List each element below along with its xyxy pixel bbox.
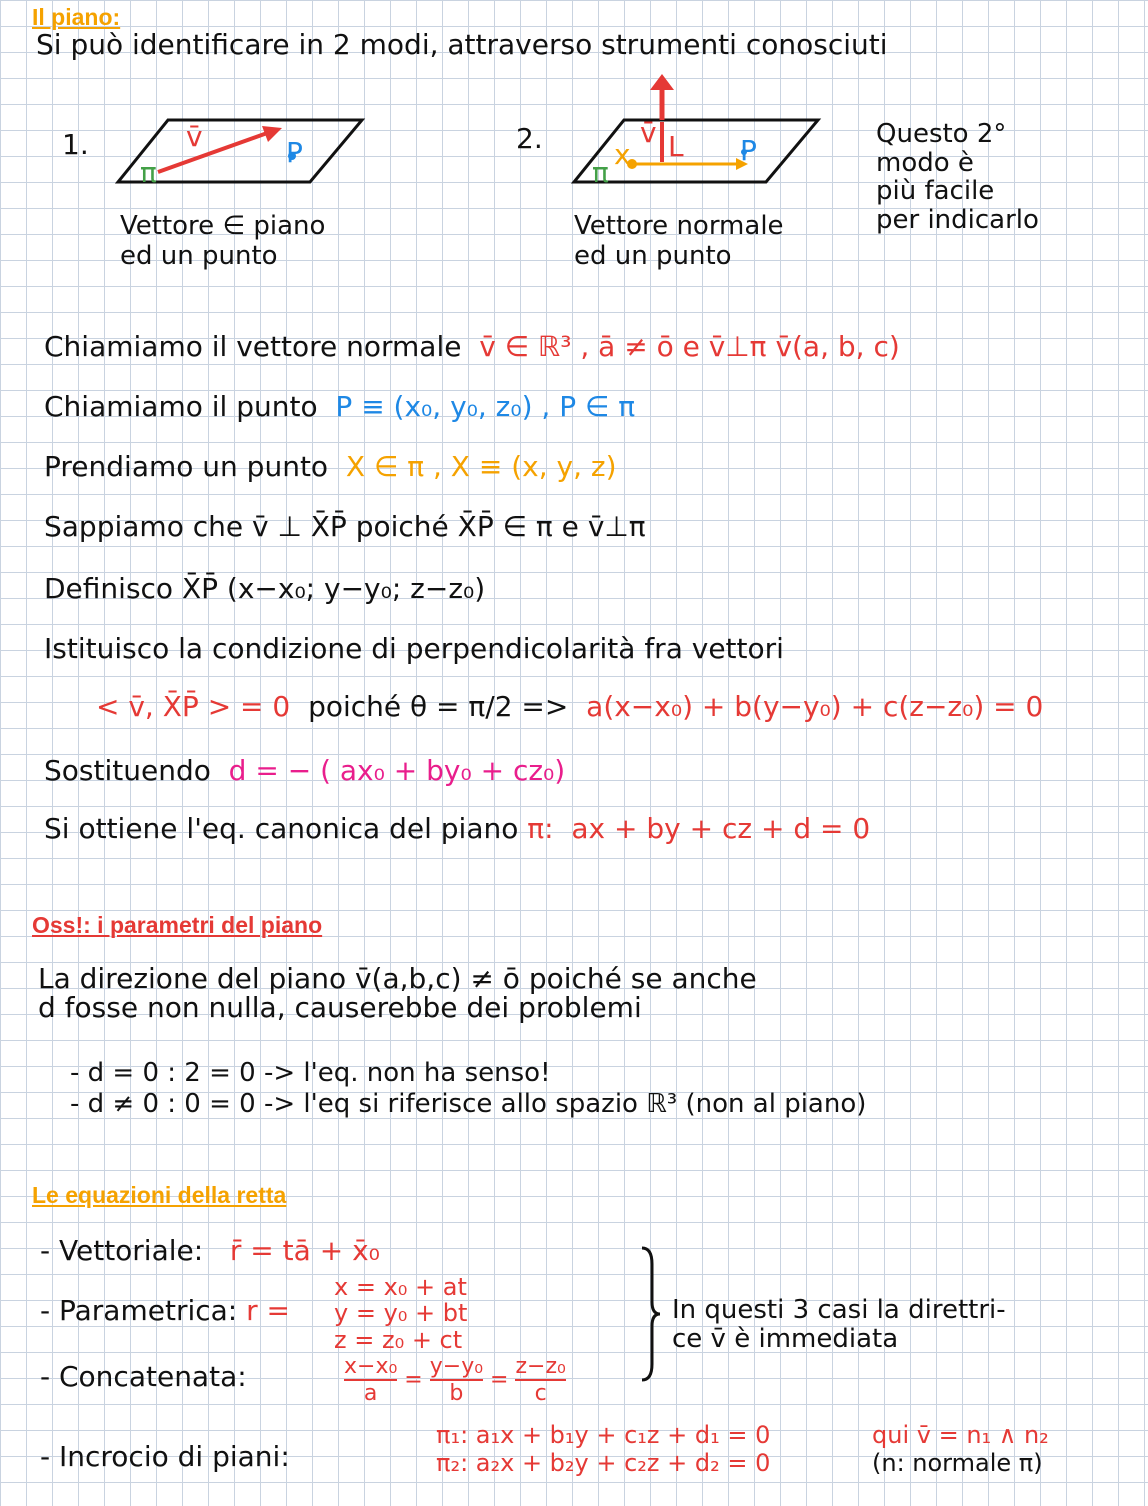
step-condition: Istituisco la condizione di perpendicolarità fra vettori [44,632,784,665]
step-orthogonal: Sappiamo che v̄ ⊥ X̄P̄ poiché X̄P̄ ∈ π e v̄⊥π [44,510,646,543]
section-title-piano: Il piano: [32,4,121,30]
figure2-caption: Vettore normale ed un punto [574,211,784,271]
figure2-plane-label: π [592,156,609,189]
figure1-vector-label: v̄ [186,120,203,153]
step-define-xp: Definisco X̄P̄ (x−x₀; y−y₀; z−z₀) [44,572,486,605]
section-title-retta: Le equazioni della retta [32,1182,287,1208]
retta-parametrica-system: x = x₀ + at y = y₀ + bt z = z₀ + ct [334,1273,468,1354]
retta-note: In questi 3 casi la direttri- ce v̄ è immediata [672,1295,1006,1354]
step-substitute: Sostituendo d = − ( ax₀ + by₀ + cz₀) [44,754,566,787]
retta-vettoriale: - Vettoriale: r̄ = tā + x̄₀ [40,1234,380,1267]
section-title-oss: Oss!: i parametri del piano [32,912,323,938]
oss-cases: - d = 0 : 2 = 0 -> l'eq. non ha senso! - d ≠ 0 : 0 = 0 -> l'eq si riferisce allo spazio ℝ³ (non al piano) [70,1058,867,1120]
step-point: Chiamiamo il punto P ≡ (x₀, y₀, z₀) , P ∈ π [44,390,636,423]
retta-brace [636,1244,666,1384]
retta-incrocio-system: π₁: a₁x + b₁y + c₁z + d₁ = 0 π₂: a₂x + b₂y + c₂z + d₂ = 0 [436,1421,771,1477]
figure2-vector-label: v̄ [640,116,657,149]
oss-paragraph: La direzione del piano v̄(a,b,c) ≠ ō poiché se anche d fosse non nulla, causerebbe dei problemi [38,962,757,1025]
step-generic-point: Prendiamo un punto X ∈ π , X ≡ (x, y, z) [44,450,617,483]
figure1-caption: Vettore ∈ piano ed un punto [120,211,326,271]
step-normal-vector: Chiamiamo il vettore normale v̄ ∈ ℝ³ , ā ≠ ō e v̄⊥π v̄(a, b, c) [44,330,900,363]
retta-incrocio-note: qui v̄ = n₁ ∧ n₂ (n: normale π) [872,1421,1049,1477]
retta-incrocio-label: - Incrocio di piani: [40,1440,290,1473]
retta-parametrica-label: - Parametrica: r = [40,1294,290,1327]
intro-text: Si può identificare in 2 modi, attraverso strumenti conosciuti [36,28,888,61]
figure2-point-label: P [740,134,757,167]
figure1-number: 1. [62,128,89,161]
figure2-number: 2. [516,122,543,155]
retta-concatenata-label: - Concatenata: [40,1360,247,1393]
figure2-perp-label: L [668,130,684,163]
step-scalar-product: < v̄, X̄P̄ > = 0 poiché θ = π/2 => a(x−x₀) + b(y−y₀) + c(z−z₀) = 0 [96,690,1044,723]
figure1-point-label: P [286,136,303,169]
figure1-plane-label: π [140,156,157,189]
retta-concatenata-eq: $\frac{\text{x−x₀}}{a}$ = $\frac{\text{y−y₀}}{b}$ = $\frac{\text{z−z₀}}{c}$ [344,1354,566,1406]
figure2-x-label: x [614,138,631,171]
method-note: Questo 2° modo è più facile per indicarlo [876,119,1039,235]
step-canonical: Si ottiene l'eq. canonica del piano π: ax + by + cz + d = 0 [44,812,871,845]
